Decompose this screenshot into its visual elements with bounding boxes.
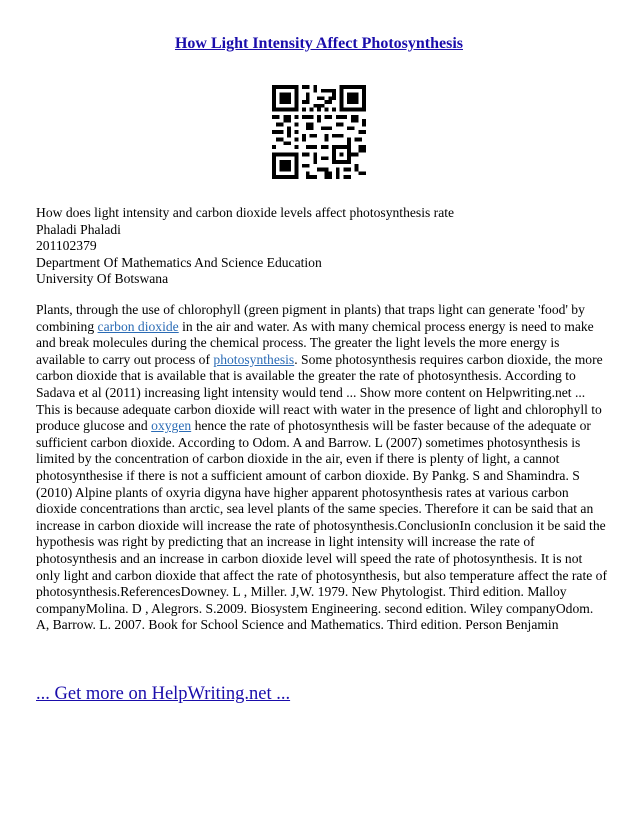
document-body [36,302,607,634]
paragraph-text: hence the rate of photosynthesis will be faster because of the adequate or sufficient carbon dioxide. According to Odom. A and Barrow. L (2007) sometimes photosynthesis is limited by the concentration of carbon dioxide in the air, even if there is plenty of light, a cannot photosynthesise if there is not a sufficient amount of carbon dioxide. By Pankg. S and Shamindra. S (2010) Alpine plants of oxyria digyna have higher apparent photosynthesis rates at various carbon dioxide concentrations than arctic, sea level plants of the same species. Therefore it can be said that an increase in carbon dioxide will increase the rate of photosynthesis.ConclusionIn conclusion it be said the hypothesis was right by predicting that an increase in light intensity will increase the rate of photosynthesis and an increase in carbon dioxide level will speed the rate of photosynthesis. It is not only light and carbon dioxide that affect the rate of photosynthesis, but also temperature affect the rate of photosynthesis.ReferencesDowney. L , Miller. J,W. 1979. New Phytologist. Third edition. Malloy companyMolina. D , Alegrors. S.2009. Biosystem Engineering. second edition. Wiley companyOdom. A, Barrow. L. 2007. Book for School Science and Mathematics. Third edition. Person Benjamin [36,418,607,633]
university-name: University Of Botswana [36,271,169,286]
department-name: Department Of Mathematics And Science Education [36,254,322,270]
paragraph-text: This is because adequate carbon dioxide will react with water in the presence of light and chlorophyll to produce glucose and [36,401,602,434]
paragraph-text: Plants, through the use of chlorophyll (green pigment in plants) that traps light can generate 'food' by combining [36,302,585,334]
author-name: Phaladi Phaladi [36,221,121,237]
body-paragraph-2 [36,402,607,634]
body-paragraph-1 [36,302,607,402]
student-id: 201102379 [36,238,97,253]
qr-code-image [272,85,366,179]
title-link[interactable]: How Light Intensity Affect Photosynthesis [174,35,463,52]
paragraph-text: in the air and water. As with many chemical process energy is need to make and break molecules during the chemical process. The greater the light levels the more energy is available to carry out process of [36,318,594,367]
photosynthesis-link[interactable]: photosynthesis [213,351,295,367]
oxygen-link[interactable]: oxygen [151,418,192,434]
paragraph-text: . Some photosynthesis requires carbon dioxide, the more carbon dioxide that is available that is available the greater the rate of photosynthesis. According to Sadava et al (2011) increasing light intensity would tend ... Show more content on Helpwriting.net ... [36,351,603,400]
get-more-link[interactable]: ... Get more on HelpWriting.net ... [36,684,291,704]
document-meta [36,205,606,288]
page-title [0,34,638,54]
carbon-dioxide-link[interactable]: carbon dioxide [97,318,179,334]
subject-line: How does light intensity and carbon dioxide levels affect photosynthesis rate [36,205,455,220]
more-section [36,683,290,705]
